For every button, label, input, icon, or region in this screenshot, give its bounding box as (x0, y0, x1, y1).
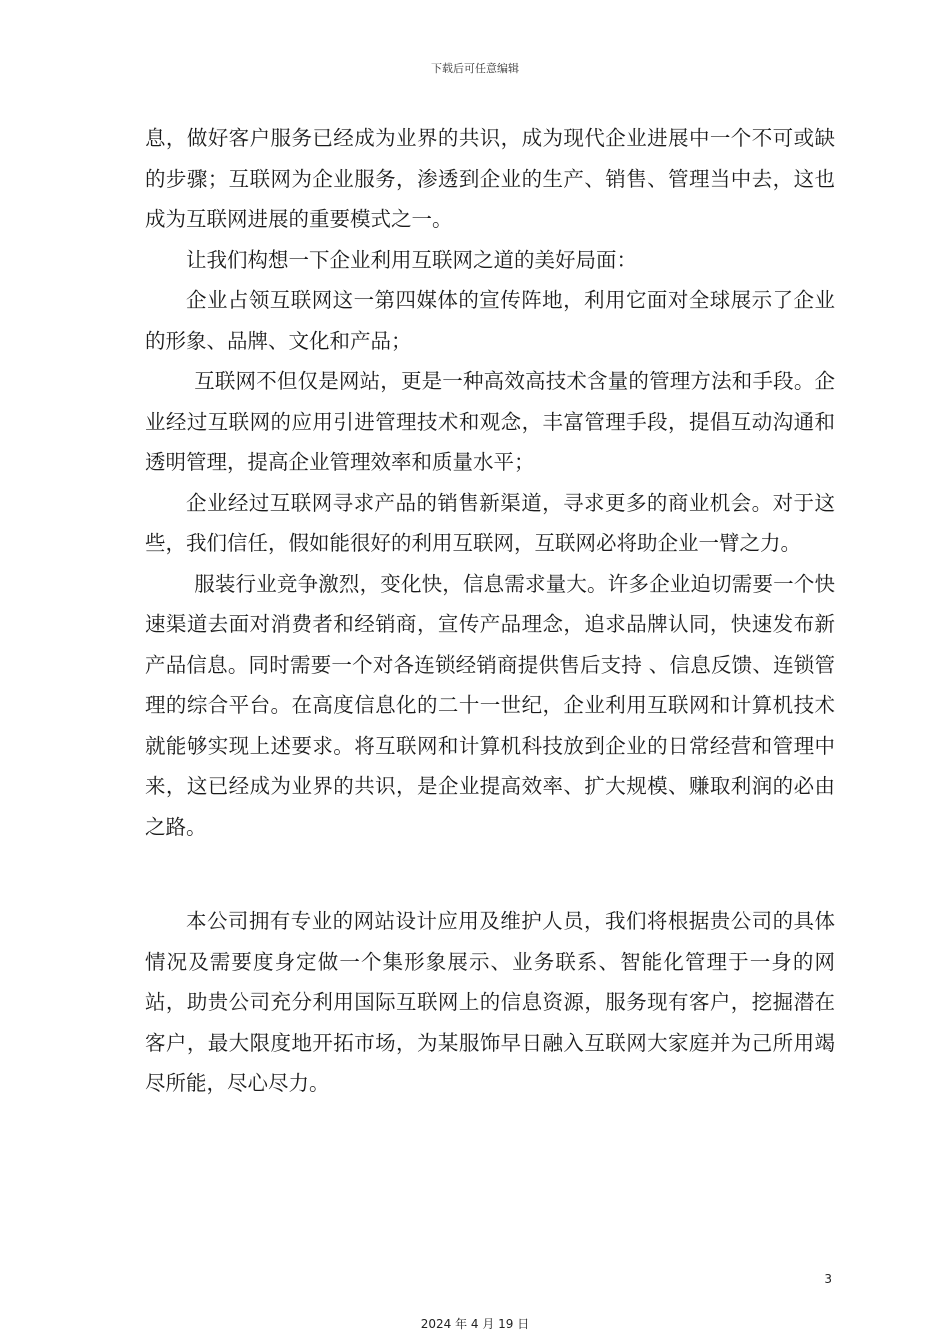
paragraph-company: 本公司拥有专业的网站设计应用及维护人员，我们将根据贵公司的具体情况及需要度身定做一个集形象展示、业务联系、智能化管理于一身的网站，助贵公司充分利用国际互联网上的信息资源，服务现有客户，挖掘潜在客户，最大限度地开拓市场，为某服饰早日融入互联网大家庭并为己所用竭尽所能，尽心尽力。 (145, 909, 835, 1095)
paragraph-gap (145, 847, 835, 901)
paragraph-media: 企业占领互联网这一第四媒体的宣传阵地，利用它面对全球展示了企业的形象、品牌、文化和产品； (145, 288, 835, 353)
text-block-company (145, 901, 835, 1104)
page-footer-date: 2024 年 4 月 19 日 (420, 1317, 530, 1331)
text-block-main (145, 118, 835, 847)
paragraph-channels: 企业经过互联网寻求产品的销售新渠道，寻求更多的商业机会。对于这些，我们信任，假如能很好的利用互联网，互联网必将助企业一臂之力。 (145, 490, 835, 555)
page-header: 下载后可任意编辑 (431, 62, 519, 75)
page-number: 3 (824, 1272, 832, 1286)
paragraph-apparel-industry: 服装行业竞争激烈，变化快，信息需求量大。许多企业迫切需要一个快速渠道去面对消费者和经销商，宣传产品理念，追求品牌认同，快速发布新产品信息。同时需要一个对各连锁经销商提供售后支持 、信息反馈、连锁管理的综合平台。在高度信息化的二十一世纪，企业利用互联网和计算机技术就能够实现上述要求。将互联网和计算机科技放到企业的日常经营和管理中来，这已经成为业界的共识，是企业提高效率、扩大规模、赚取利润的必由之路。 (145, 571, 835, 839)
paragraph-intro: 让我们构想一下企业利用互联网之道的美好局面： (186, 247, 637, 272)
document-body (145, 118, 835, 1104)
paragraph-management: 互联网不但仅是网站，更是一种高效高技术含量的管理方法和手段。企业经过互联网的应用引进管理技术和观念，丰富管理手段，提倡互动沟通和透明管理，提高企业管理效率和质量水平； (145, 369, 835, 474)
paragraph-continuation: 息，做好客户服务已经成为业界的共识，成为现代企业进展中一个不可或缺的步骤；互联网为企业服务，渗透到企业的生产、销售、管理当中去，这也成为互联网进展的重要模式之一。 (145, 126, 835, 231)
